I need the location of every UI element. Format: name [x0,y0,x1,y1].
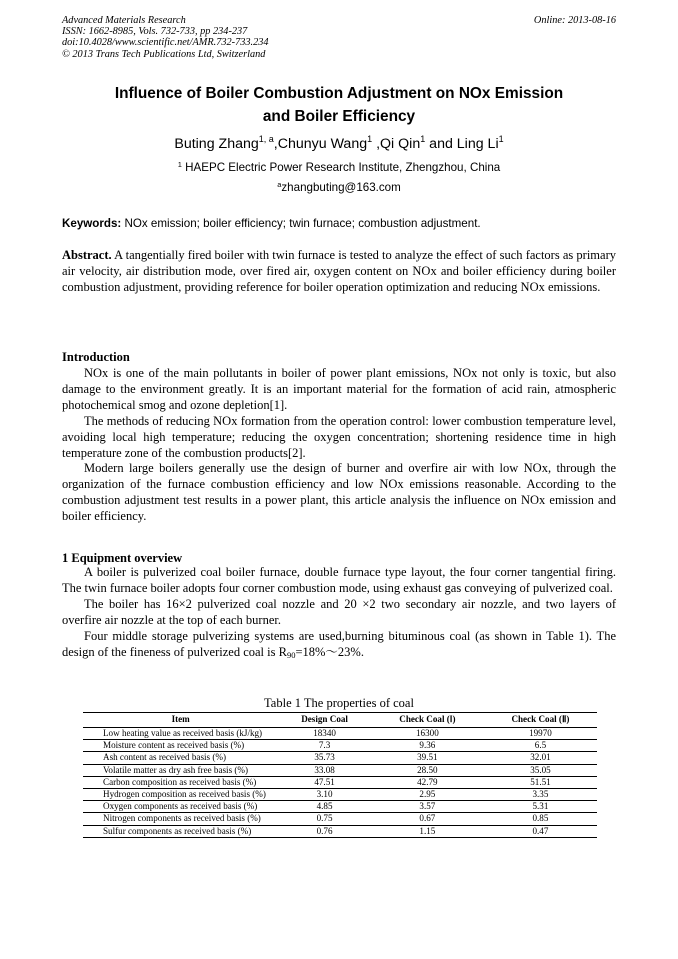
table-cell: 32.01 [484,752,597,764]
table-cell: 2.95 [371,789,484,801]
paper-title [62,82,616,128]
subscript: 90 [286,649,296,660]
table-row [83,728,597,740]
table-cell: 51.51 [484,776,597,788]
table-cell: Oxygen components as received basis (%) [83,801,278,813]
table-cell: 4.85 [278,801,371,813]
table-cell: 35.05 [484,764,597,776]
table-row [83,801,597,813]
table-cell: Hydrogen composition as received basis (%) [83,789,278,801]
equipment-heading: 1 Equipment overview [62,551,183,565]
table-row [83,764,597,776]
table-cell: 3.57 [371,801,484,813]
copyright-line: © 2013 Trans Tech Publications Ltd, Switzerland [62,48,266,60]
author-affiliation-mark: 1 [498,134,504,144]
table-row [83,813,597,825]
table-cell: 7.3 [278,740,371,752]
table-cell: Volatile matter as dry ash free basis (%) [83,764,278,776]
table-cell: Ash content as received basis (%) [83,752,278,764]
author-email [62,180,616,196]
column-header-check-coal-1: Check Coal (Ⅰ) [371,713,484,728]
keywords-label: Keywords: [62,217,122,230]
issn-line: ISSN: 1662-8985, Vols. 732-733, pp 234-237 [62,26,248,38]
paragraph: NOx is one of the main pollutants in boiler of power plant emissions, NOx not only is toxic, but also damage to the environment greatly. It is an important material for the formation of acid rain, atmospheric photochemical smog and ozone depletion[1]. [62,366,616,412]
paragraph: The boiler has 16×2 pulverized coal nozzle and 20 ×2 two secondary air nozzle, and two layers of overfire air nozzle at the top of each burner. [62,596,616,627]
column-header-check-coal-2: Check Coal (Ⅱ) [484,713,597,728]
table-caption: Table 1 The properties of coal [264,696,414,710]
journal-name: Advanced Materials Research [62,15,186,26]
table-cell: 3.10 [278,789,371,801]
affiliation-text: HAEPC Electric Power Research Institute, Zhengzhou, China [181,161,501,174]
table-row [83,789,597,801]
table-cell: Sulfur components as received basis (%) [83,825,278,837]
table-header-row [83,713,597,728]
author-name: ,Qi Qin [372,136,421,152]
abstract-text: A tangentially fired boiler with twin furnace is tested to analyze the effect of such factors as primary air velocity, air distribution mode, over fired air, oxygen content on NOx and boiler efficiency during boiler combustion adjustment, providing reference for boiler operation optimization and reducing NOx emissions. [62,248,616,294]
author-affiliation-mark: 1 [420,134,426,144]
affiliation [62,160,616,176]
table-cell: 0.47 [484,825,597,837]
author-list [62,134,616,154]
title-line-2: and Boiler Efficiency [262,108,416,125]
table-cell: Low heating value as received basis (kJ/kg) [83,728,278,740]
keywords [62,216,616,232]
paragraph-text: =18%～23%. [295,644,364,659]
table-cell: 18340 [278,728,371,740]
affiliation-mark: 1 [177,160,182,169]
table-cell: 33.08 [278,764,371,776]
paragraph [62,629,616,661]
doi-line: doi:10.4028/www.scientific.net/AMR.732-733.234 [62,37,269,49]
email-mark: a [277,180,282,189]
introduction-heading: Introduction [62,350,130,364]
author-affiliation-mark: 1, a [258,134,274,144]
author-name: ,Chunyu Wang [273,136,368,152]
title-line-1: Influence of Boiler Combustion Adjustment on NOx Emission [114,85,564,102]
online-date: Online: 2013-08-16 [533,15,616,26]
introduction-body [62,366,616,525]
column-header-design-coal: Design Coal [278,713,371,728]
table-cell: 3.35 [484,789,597,801]
table-cell: 0.67 [371,813,484,825]
abstract-label: Abstract. [62,248,112,262]
author-name: Buting Zhang [174,136,259,152]
table-cell: 0.75 [278,813,371,825]
equipment-body [62,565,616,660]
table-row [83,752,597,764]
column-header-item: Item [83,713,278,728]
table-cell: 0.76 [278,825,371,837]
paragraph: The methods of reducing NOx formation from the operation control: lower combustion temperature level, avoiding local high temperature; reducing the oxygen concentration; shortening residence time in high temperature zone of the combustion products[2]. [62,413,616,460]
table-cell: Carbon composition as received basis (%) [83,776,278,788]
table-cell: 6.5 [484,740,597,752]
table-cell: 35.73 [278,752,371,764]
author-name: and Ling Li [425,136,499,152]
paragraph: A boiler is pulverized coal boiler furnace, double furnace type layout, the four corner tangential firing. The twin furnace boiler adopts four corner combustion mode, using exhaust gas conveying of pulverized coal. [62,565,616,595]
table-cell: 19970 [484,728,597,740]
journal-header [62,15,616,60]
paragraph: Modern large boilers generally use the design of burner and overfire air with low NOx, through the organization of the furnace combustion efficiency and low NOx emissions reasonable. According to the combustion adjustment test results in a power plant, this article analysis the influence on NOx emission and boiler efficiency. [62,461,616,524]
keywords-text: NOx emission; boiler efficiency; twin furnace; combustion adjustment. [121,217,481,230]
table-cell: 47.51 [278,776,371,788]
paragraph-text: Four middle storage pulverizing systems are used,burning bituminous coal (as shown in Table 1). The design of the fineness of pulverized coal is R [62,628,616,659]
table-cell: 39.51 [371,752,484,764]
table-cell: 1.15 [371,825,484,837]
abstract [62,248,616,296]
table-cell: 9.36 [371,740,484,752]
table-cell: Nitrogen components as received basis (%) [83,813,278,825]
table-cell: 42.79 [371,776,484,788]
coal-properties-table [83,712,597,838]
table-cell: 16300 [371,728,484,740]
table-cell: 0.85 [484,813,597,825]
table-cell: Moisture content as received basis (%) [83,740,278,752]
table-row [83,776,597,788]
table-cell: 28.50 [371,764,484,776]
author-affiliation-mark: 1 [367,134,373,144]
table-cell: 5.31 [484,801,597,813]
table-row [83,740,597,752]
email-address[interactable]: zhangbuting@163.com [281,181,401,194]
table-row [83,825,597,837]
